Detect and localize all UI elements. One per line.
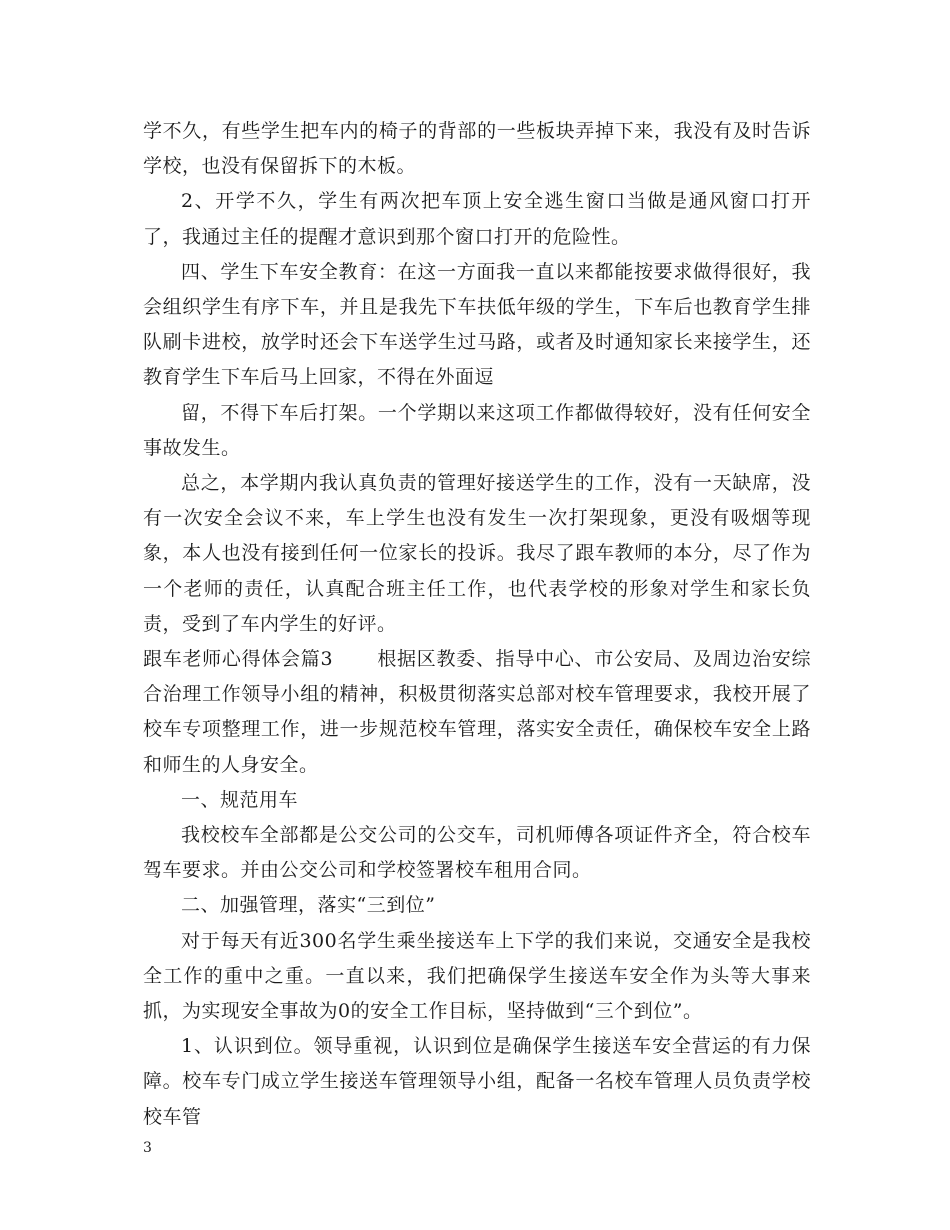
document-body	[143, 114, 811, 1135]
page-number: 3	[143, 1140, 152, 1156]
paragraph-4: 留，不得下车后打架。一个学期以来这项工作都做得较好，没有任何安全事故发生。	[143, 401, 811, 459]
paragraph-7: 一、规范用车	[181, 788, 299, 811]
section-heading: 跟车老师心得体会篇3	[143, 648, 334, 671]
paragraph-2: 2、开学不久，学生有两次把车顶上安全逃生窗口当做是通风窗口打开了，我通过主任的提醒才意识到那个窗口打开的危险性。	[143, 190, 811, 248]
paragraph-9: 二、加强管理，落实“三到位”	[181, 894, 436, 917]
paragraph-3: 四、学生下车安全教育：在这一方面我一直以来都能按要求做得很好，我会组织学生有序下车，并且是我先下车扶低年级的学生，下车后也教育学生排队刷卡进校，放学时还会下车送学生过马路，或者及时通知家长来接学生，还教育学生下车后马上回家，不得在外面逗	[143, 260, 811, 389]
paragraph-11: 1、认识到位。领导重视，认识到位是确保学生接送车安全营运的有力保障。校车专门成立学生接送车管理领导小组，配备一名校车管理人员负责学校校车管	[143, 1035, 811, 1128]
paragraph-8: 我校校车全部都是公交公司的公交车，司机师傅各项证件齐全，符合校车驾车要求。并由公交公司和学校签署校车租用合同。	[143, 824, 811, 882]
section-intro-text: 根据区教委、指导中心、市公安局、及周边治安综合治理工作领导小组的精神，积极贯彻落实总部对校车管理要求，我校开展了校车专项整理工作，进一步规范校车管理，落实安全责任，确保校车安全上路和师生的人身安全。	[143, 648, 811, 776]
paragraph-10: 对于每天有近300名学生乘坐接送车上下学的我们来说，交通安全是我校全工作的重中之重。一直以来，我们把确保学生接送车安全作为头等大事来抓，为实现安全事故为0的安全工作目标，坚持做到“三个到位”。	[143, 929, 811, 1023]
paragraph-6	[143, 642, 811, 783]
paragraph-1: 学不久，有些学生把车内的椅子的背部的一些板块弄掉下来，我没有及时告诉学校，也没有保留拆下的木板。	[143, 120, 811, 178]
paragraph-5: 总之，本学期内我认真负责的管理好接送学生的工作，没有一天缺席，没有一次安全会议不来，车上学生也没有发生一次打架现象，更没有吸烟等现象，本人也没有接到任何一位家长的投诉。我尽了跟车教师的本分，尽了作为一个老师的责任，认真配合班主任工作，也代表学校的形象对学生和家长负责，受到了车内学生的好评。	[143, 472, 811, 635]
